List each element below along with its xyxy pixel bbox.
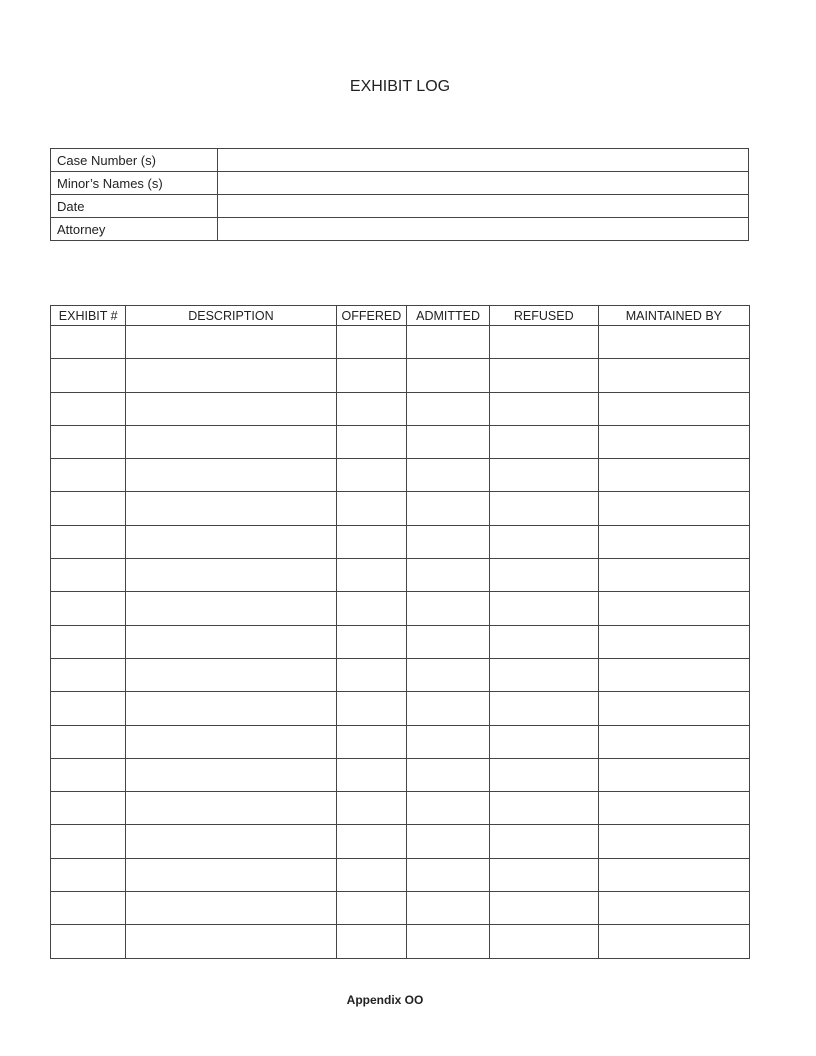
table-cell[interactable] <box>407 326 490 359</box>
table-cell[interactable] <box>51 592 126 625</box>
table-row <box>51 925 750 958</box>
table-cell[interactable] <box>336 825 407 858</box>
info-value-field[interactable] <box>218 149 749 172</box>
column-header: DESCRIPTION <box>126 306 336 326</box>
column-header: REFUSED <box>489 306 598 326</box>
table-cell[interactable] <box>336 658 407 691</box>
table-cell[interactable] <box>336 359 407 392</box>
table-cell[interactable] <box>489 792 598 825</box>
column-header: ADMITTED <box>407 306 490 326</box>
table-cell[interactable] <box>51 758 126 791</box>
table-cell[interactable] <box>126 825 336 858</box>
table-cell[interactable] <box>407 725 490 758</box>
table-cell[interactable] <box>407 692 490 725</box>
table-cell[interactable] <box>407 425 490 458</box>
table-cell[interactable] <box>598 592 749 625</box>
table-cell[interactable] <box>407 792 490 825</box>
table-cell[interactable] <box>407 392 490 425</box>
table-row <box>51 625 750 658</box>
info-row <box>51 195 749 218</box>
table-row <box>51 326 750 359</box>
footer-appendix: Appendix OO <box>346 993 424 1007</box>
table-cell[interactable] <box>126 925 336 958</box>
table-cell[interactable] <box>126 326 336 359</box>
table-cell[interactable] <box>489 592 598 625</box>
column-header: EXHIBIT # <box>51 306 126 326</box>
table-cell[interactable] <box>598 858 749 891</box>
table-cell[interactable] <box>598 925 749 958</box>
table-cell[interactable] <box>407 359 490 392</box>
table-cell[interactable] <box>336 559 407 592</box>
table-cell[interactable] <box>126 892 336 925</box>
table-row <box>51 525 750 558</box>
table-cell[interactable] <box>489 459 598 492</box>
table-cell[interactable] <box>126 792 336 825</box>
table-cell[interactable] <box>407 592 490 625</box>
table-cell[interactable] <box>407 658 490 691</box>
table-cell[interactable] <box>489 625 598 658</box>
table-cell[interactable] <box>489 359 598 392</box>
table-cell[interactable] <box>51 359 126 392</box>
table-cell[interactable] <box>598 892 749 925</box>
table-cell[interactable] <box>336 725 407 758</box>
info-value-field[interactable] <box>218 195 749 218</box>
table-cell[interactable] <box>407 892 490 925</box>
table-cell[interactable] <box>336 459 407 492</box>
table-cell[interactable] <box>126 858 336 891</box>
table-row <box>51 692 750 725</box>
case-info-table <box>50 148 749 241</box>
table-cell[interactable] <box>126 359 336 392</box>
table-cell[interactable] <box>336 892 407 925</box>
table-cell[interactable] <box>51 326 126 359</box>
table-cell[interactable] <box>598 792 749 825</box>
table-cell[interactable] <box>126 559 336 592</box>
table-cell[interactable] <box>598 326 749 359</box>
table-cell[interactable] <box>336 392 407 425</box>
info-value-field[interactable] <box>218 172 749 195</box>
table-row <box>51 492 750 525</box>
table-cell[interactable] <box>598 492 749 525</box>
table-row <box>51 858 750 891</box>
table-cell[interactable] <box>126 525 336 558</box>
table-cell[interactable] <box>336 492 407 525</box>
table-cell[interactable] <box>489 858 598 891</box>
table-cell[interactable] <box>598 625 749 658</box>
column-header: OFFERED <box>336 306 407 326</box>
table-cell[interactable] <box>489 758 598 791</box>
info-label: Minor’s Names (s) <box>51 172 218 195</box>
table-cell[interactable] <box>598 459 749 492</box>
table-cell[interactable] <box>407 825 490 858</box>
table-cell[interactable] <box>489 326 598 359</box>
info-row <box>51 149 749 172</box>
table-row <box>51 792 750 825</box>
table-cell[interactable] <box>598 692 749 725</box>
table-cell[interactable] <box>51 858 126 891</box>
table-cell[interactable] <box>336 592 407 625</box>
page-title: EXHIBIT LOG <box>349 78 451 95</box>
table-cell[interactable] <box>407 559 490 592</box>
table-cell[interactable] <box>489 658 598 691</box>
table-cell[interactable] <box>407 459 490 492</box>
table-cell[interactable] <box>407 858 490 891</box>
table-header-row <box>51 306 750 326</box>
table-cell[interactable] <box>51 459 126 492</box>
table-cell[interactable] <box>51 825 126 858</box>
table-cell[interactable] <box>51 892 126 925</box>
table-row <box>51 459 750 492</box>
table-cell[interactable] <box>51 658 126 691</box>
table-cell[interactable] <box>51 925 126 958</box>
table-cell[interactable] <box>126 658 336 691</box>
table-cell[interactable] <box>51 625 126 658</box>
table-cell[interactable] <box>489 492 598 525</box>
table-cell[interactable] <box>51 392 126 425</box>
table-cell[interactable] <box>407 492 490 525</box>
table-cell[interactable] <box>126 758 336 791</box>
table-cell[interactable] <box>489 425 598 458</box>
table-cell[interactable] <box>407 925 490 958</box>
table-cell[interactable] <box>126 492 336 525</box>
table-cell[interactable] <box>489 925 598 958</box>
table-cell[interactable] <box>51 425 126 458</box>
table-cell[interactable] <box>126 725 336 758</box>
table-cell[interactable] <box>598 559 749 592</box>
table-cell[interactable] <box>489 559 598 592</box>
table-row <box>51 658 750 691</box>
table-cell[interactable] <box>126 392 336 425</box>
table-cell[interactable] <box>407 625 490 658</box>
table-cell[interactable] <box>51 792 126 825</box>
table-cell[interactable] <box>598 725 749 758</box>
column-header: MAINTAINED BY <box>598 306 749 326</box>
table-cell[interactable] <box>489 525 598 558</box>
table-cell[interactable] <box>336 425 407 458</box>
table-row <box>51 825 750 858</box>
table-cell[interactable] <box>489 892 598 925</box>
table-cell[interactable] <box>336 525 407 558</box>
table-cell[interactable] <box>126 425 336 458</box>
exhibit-log-table <box>50 305 750 959</box>
table-cell[interactable] <box>336 858 407 891</box>
table-cell[interactable] <box>336 625 407 658</box>
table-row <box>51 392 750 425</box>
info-row <box>51 172 749 195</box>
table-row <box>51 725 750 758</box>
table-cell[interactable] <box>51 492 126 525</box>
info-label: Attorney <box>51 218 218 241</box>
table-cell[interactable] <box>51 725 126 758</box>
table-cell[interactable] <box>598 392 749 425</box>
table-cell[interactable] <box>126 459 336 492</box>
table-cell[interactable] <box>598 825 749 858</box>
info-row <box>51 218 749 241</box>
table-cell[interactable] <box>126 592 336 625</box>
table-cell[interactable] <box>489 825 598 858</box>
info-value-field[interactable] <box>218 218 749 241</box>
table-cell[interactable] <box>598 525 749 558</box>
table-cell[interactable] <box>51 559 126 592</box>
table-cell[interactable] <box>489 392 598 425</box>
table-cell[interactable] <box>336 326 407 359</box>
table-cell[interactable] <box>336 925 407 958</box>
table-cell[interactable] <box>126 625 336 658</box>
table-row <box>51 559 750 592</box>
table-row <box>51 592 750 625</box>
table-cell[interactable] <box>489 725 598 758</box>
table-cell[interactable] <box>598 658 749 691</box>
info-label: Case Number (s) <box>51 149 218 172</box>
table-row <box>51 359 750 392</box>
table-row <box>51 425 750 458</box>
table-cell[interactable] <box>489 692 598 725</box>
table-cell[interactable] <box>336 758 407 791</box>
table-cell[interactable] <box>598 758 749 791</box>
table-cell[interactable] <box>126 692 336 725</box>
table-cell[interactable] <box>336 792 407 825</box>
table-cell[interactable] <box>51 692 126 725</box>
info-label: Date <box>51 195 218 218</box>
table-cell[interactable] <box>51 525 126 558</box>
table-row <box>51 758 750 791</box>
table-cell[interactable] <box>407 758 490 791</box>
table-row <box>51 892 750 925</box>
table-cell[interactable] <box>598 425 749 458</box>
table-cell[interactable] <box>336 692 407 725</box>
table-cell[interactable] <box>407 525 490 558</box>
table-cell[interactable] <box>598 359 749 392</box>
